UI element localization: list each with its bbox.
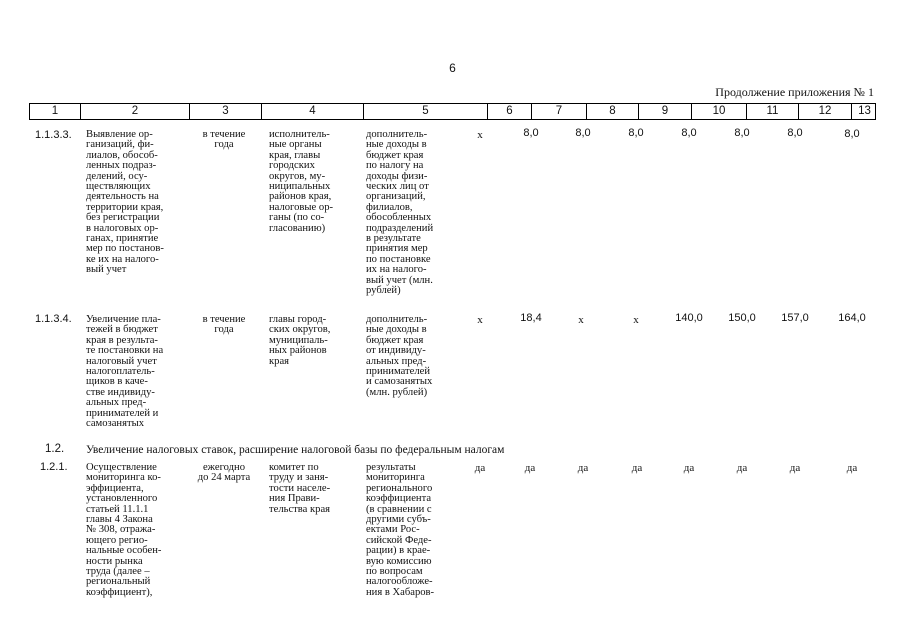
header-col-1: 1 <box>51 105 59 117</box>
value-col-6: х <box>477 314 483 326</box>
section-number: 1.2. <box>45 443 65 455</box>
value-col-6: да <box>474 462 486 474</box>
header-col-11: 11 <box>746 104 798 119</box>
executor: исполнитель- ные органы края, главы городских округов, му- ниципальных районов края, налоговые ор- ганы (по со- гласованию) <box>269 129 334 234</box>
value-col-8: да <box>577 462 589 474</box>
value-col-7: да <box>524 462 536 474</box>
continuation-label: Продолжение приложения № 1 <box>715 85 874 99</box>
executor: главы город- ских округов, муниципаль- ных районов края <box>269 314 331 367</box>
header-col-9: 9 <box>638 104 691 119</box>
value-col-12: 8,0 <box>787 127 803 139</box>
header-col-3: 3 <box>189 104 261 119</box>
row-number: 1.1.3.3. <box>35 129 72 141</box>
value-col-12: 157,0 <box>781 312 809 324</box>
value-col-13: да <box>846 462 858 474</box>
term: ежегодно до 24 марта <box>197 462 251 484</box>
header-col-13: 13 <box>851 104 877 119</box>
header-col-6: 6 <box>487 104 531 119</box>
value-col-11: 8,0 <box>734 127 750 139</box>
value-col-10: 140,0 <box>675 312 703 324</box>
value-col-6: х <box>477 129 483 141</box>
header-col-5: 5 <box>363 104 487 119</box>
value-col-12: да <box>789 462 801 474</box>
section-title: Увеличение налоговых ставок, расширение налоговой базы по федеральным налогам <box>86 444 505 456</box>
value-col-8: х <box>578 314 584 326</box>
value-col-9: 8,0 <box>628 127 644 139</box>
activity-name: Осуществление мониторинга ко- эффициента, установленного статьей 11.1.1 главы 4 Закона № 308, отража- ющего регио- нальные особен- ности рынка труда (далее – региональный коэффициент), <box>86 462 162 598</box>
value-col-7: 18,4 <box>520 312 542 324</box>
value-col-11: да <box>736 462 748 474</box>
activity-name: Увеличение пла- тежей в бюджет края в результа- те постановки на налоговый учет налогоплатель- щиков в каче- стве индивиду- альных пред- принимателей и самозанятых <box>86 314 164 430</box>
page-number: 6 <box>449 61 456 75</box>
term: в течение года <box>202 129 246 151</box>
value-col-10: да <box>683 462 695 474</box>
value-col-10: 8,0 <box>681 127 697 139</box>
row-number: 1.1.3.4. <box>35 313 72 325</box>
value-col-11: 150,0 <box>728 312 756 324</box>
header-col-10: 10 <box>691 104 746 119</box>
value-col-9: да <box>631 462 643 474</box>
header-col-2: 2 <box>80 104 189 119</box>
term: в течение года <box>202 314 246 336</box>
result-indicator: дополнитель- ные доходы в бюджет края от индивиду- альных пред- принимателей и самозанятых (млн. рублей) <box>366 314 433 398</box>
value-col-7: 8,0 <box>523 127 539 139</box>
value-col-13: 164,0 <box>838 312 866 324</box>
result-indicator: результаты мониторинга регионального коэффициента (в сравнении с другими субъ- ектами Рос- сийской Феде- рации) в крае- вую комиссию по вопросам налогообложе- ния в Хабаров- <box>366 462 435 598</box>
result-indicator: дополнитель- ные доходы в бюджет края по налогу на доходы физи- ческих лиц от организаций, филиалов, обособленных подразделений в результате принятия мер по постановке их на налого- вый учет (млн. рублей) <box>366 129 434 297</box>
executor: комитет по труду и заня- тости населе- ния Прави- тельства края <box>269 462 331 515</box>
value-col-9: х <box>633 314 639 326</box>
header-col-4: 4 <box>261 104 363 119</box>
header-col-7: 7 <box>531 104 586 119</box>
value-col-13: 8,0 <box>844 128 860 140</box>
value-col-8: 8,0 <box>575 127 591 139</box>
header-col-12: 12 <box>798 104 851 119</box>
header-col-8: 8 <box>586 104 638 119</box>
row-number: 1.2.1. <box>40 461 68 473</box>
activity-name: Выявление ор- ганизаций, фи- лиалов, обособ- ленных подраз- делений, осу- ществляющих деятельность на территории края, без регистрации в налоговых ор- ганах, принятие мер по постанов- ке их на налого- вый учет <box>86 129 164 276</box>
table-header-row <box>29 103 876 120</box>
